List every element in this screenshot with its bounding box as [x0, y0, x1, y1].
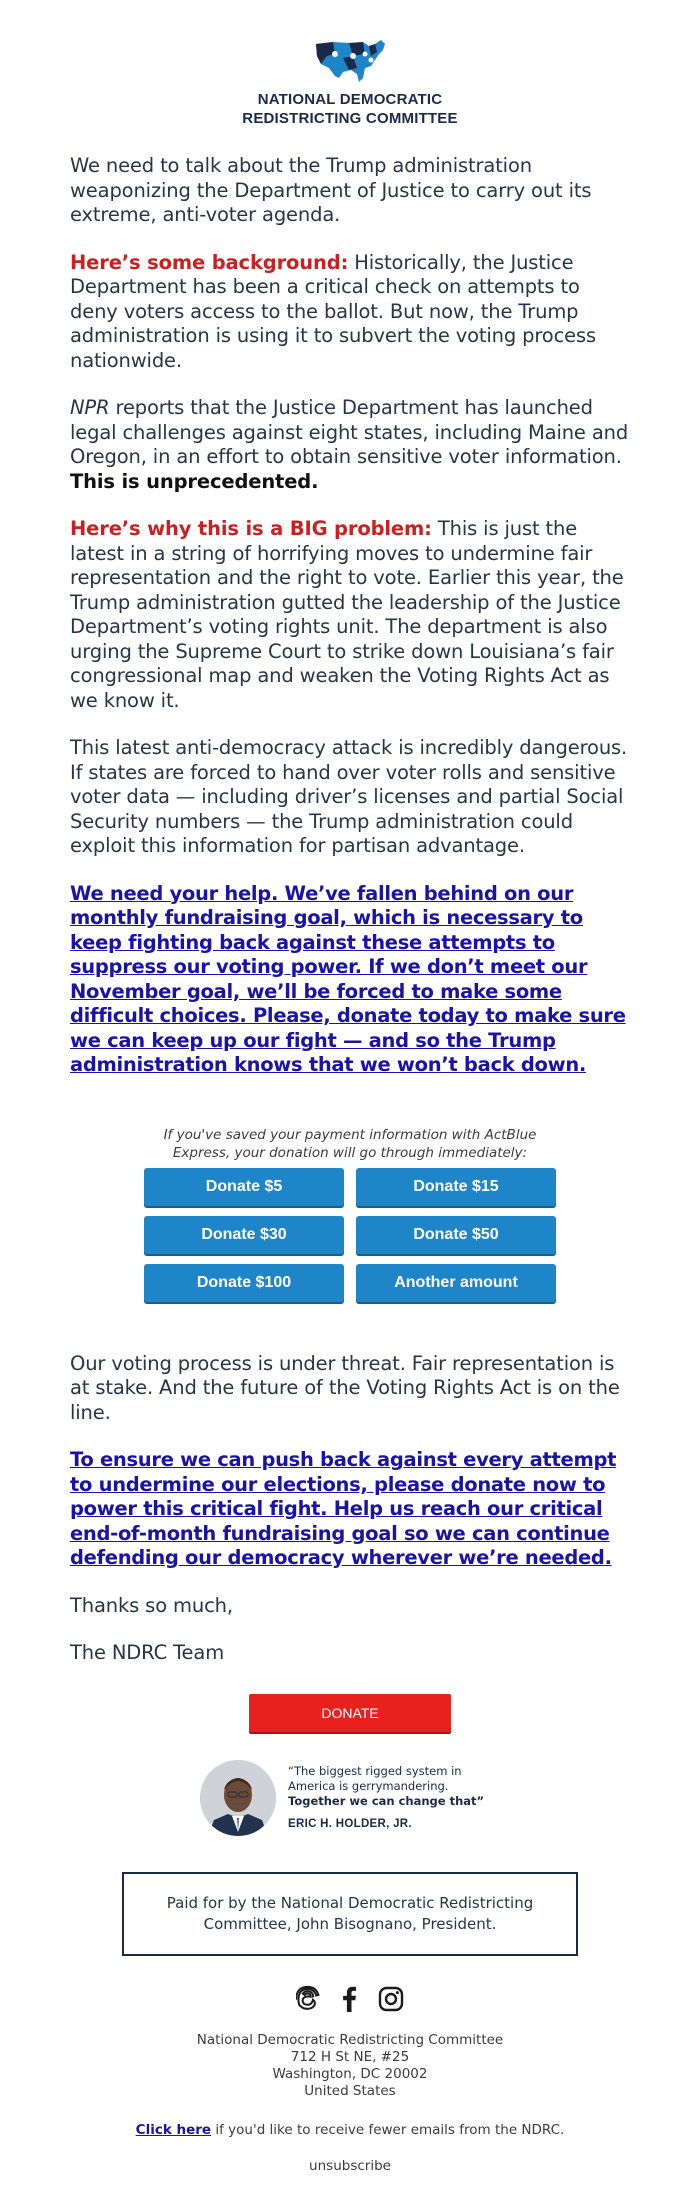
email-body	[0, 154, 700, 1078]
holder-quote	[200, 1760, 500, 1836]
paragraph-cta-1	[70, 882, 630, 1078]
quote-line-1: “The biggest rigged system in	[288, 1763, 462, 1778]
address-line-2: 712 H St NE, #25	[290, 2048, 410, 2065]
donate-50-button[interactable]: Donate $50	[356, 1216, 556, 1254]
cta-link-2[interactable]: To ensure we can push back against every attempt to undermine our elections, please donate now to power this critical fight. Help us reach our critical end-of-month fundraising goal so we can continue defending our democracy wherever we’re needed.	[70, 1448, 617, 1569]
npr-text: reports that the Justice Department has launched legal challenges against eight states, including Maine and Oregon, in an effort to obtain sensitive voter information.	[70, 396, 629, 468]
donate-30-button[interactable]: Donate $30	[144, 1216, 344, 1254]
big-problem-text: This is just the latest in a string of horrifying moves to undermine fair representation and the right to vote. Earlier this year, the Trump administration gutted the leadership of the Justice Department’s voting rights unit. The department is also urging the Supreme Court to strike down Louisiana’s fair congressional map and weaken the Voting Rights Act as we know it.	[70, 517, 624, 712]
quote-line-3: Together we can change that”	[288, 1793, 485, 1808]
quote-text	[288, 1764, 484, 1832]
avatar	[200, 1760, 276, 1836]
facebook-icon[interactable]	[341, 1986, 357, 2016]
background-lead: Here’s some background:	[70, 250, 349, 274]
email-body-2	[0, 1352, 700, 1666]
another-amount-button[interactable]: Another amount	[356, 1264, 556, 1302]
donate-100-button[interactable]: Donate $100	[144, 1264, 344, 1302]
paragraph-dangerous: This latest anti-democracy attack is incredibly dangerous. If states are forced to hand over voter rolls and sensitive voter data — including driver’s licenses and partial Social Security numbers — the Trump administration could exploit this information for partisan advantage.	[70, 736, 628, 857]
paragraph-intro: We need to talk about the Trump administration weaponizing the Department of Justice to carry out its extreme, anti-voter agenda.	[70, 154, 592, 226]
fewer-emails-line	[0, 2122, 700, 2138]
instagram-icon[interactable]	[378, 1986, 404, 2016]
signoff-line: The NDRC Team	[70, 1641, 225, 1664]
big-problem-lead: Here’s why this is a BIG problem:	[70, 517, 432, 540]
us-map-puzzle-logo	[313, 38, 387, 84]
cta-link-1[interactable]: We need your help. We’ve fallen behind on our monthly fundraising goal, which is necessary to keep fighting back against these attempts to suppress our voting power. If we don’t meet our November goal, we’ll be forced to make some difficult choices. Please, donate today to make sure we can keep up our fight — and so the Trump administration knows that we won’t back down.	[70, 881, 626, 1076]
donate-5-button[interactable]: Donate $5	[144, 1168, 344, 1206]
address-line-1: National Democratic Redistricting Committee	[196, 2031, 504, 2048]
main-donate-button[interactable]: DONATE	[249, 1694, 451, 1732]
org-name-line1: NATIONAL DEMOCRATIC	[257, 91, 443, 108]
address-line-3: Washington, DC 20002	[272, 2065, 428, 2082]
background-text: Historically, the Justice Department has been a critical check on attempts to deny voters access to the ballot. But now, the Trump administration is using it to subvert the voting process nationwide.	[70, 250, 597, 372]
main-donate-wrap	[0, 1694, 700, 1732]
paragraph-cta-2	[70, 1448, 630, 1571]
quote-line-2: America is gerrymandering.	[288, 1778, 449, 1793]
paragraph-npr	[70, 396, 630, 494]
thanks-line: Thanks so much,	[70, 1593, 233, 1617]
fewer-emails-text: if you'd like to receive fewer emails from the NDRC.	[211, 2121, 565, 2138]
fewer-emails-link[interactable]: Click here	[135, 2121, 212, 2138]
paragraph-background	[70, 251, 630, 374]
npr-source: NPR	[70, 396, 110, 419]
address-line-4: United States	[304, 2082, 396, 2099]
threads-icon[interactable]	[296, 1986, 320, 2016]
paragraph-big-problem	[70, 517, 630, 713]
org-name-line2: REDISTRICTING COMMITTEE	[242, 110, 458, 127]
social-links	[0, 1986, 700, 2016]
portrait-icon	[200, 1760, 276, 1836]
paid-for-text: Paid for by the National Democratic Redistricting Committee, John Bisognano, President.	[166, 1893, 534, 1933]
paid-for-box	[122, 1872, 578, 1956]
paragraph-threat: Our voting process is under threat. Fair representation is at stake. And the future of the Voting Rights Act is on the line.	[70, 1351, 620, 1424]
donate-15-button[interactable]: Donate $15	[356, 1168, 556, 1206]
donate-button-grid	[144, 1168, 556, 1302]
unprecedented-bold: This is unprecedented.	[70, 469, 319, 493]
header	[0, 0, 700, 128]
unsubscribe-link[interactable]: unsubscribe	[309, 2157, 391, 2174]
actblue-note: If you've saved your payment information with ActBlue Express, your donation will go through immediately:	[163, 1126, 537, 1161]
donate-section	[0, 1126, 700, 1302]
mailing-address	[0, 2032, 700, 2100]
quote-author: ERIC H. HOLDER, JR.	[288, 1817, 412, 1830]
